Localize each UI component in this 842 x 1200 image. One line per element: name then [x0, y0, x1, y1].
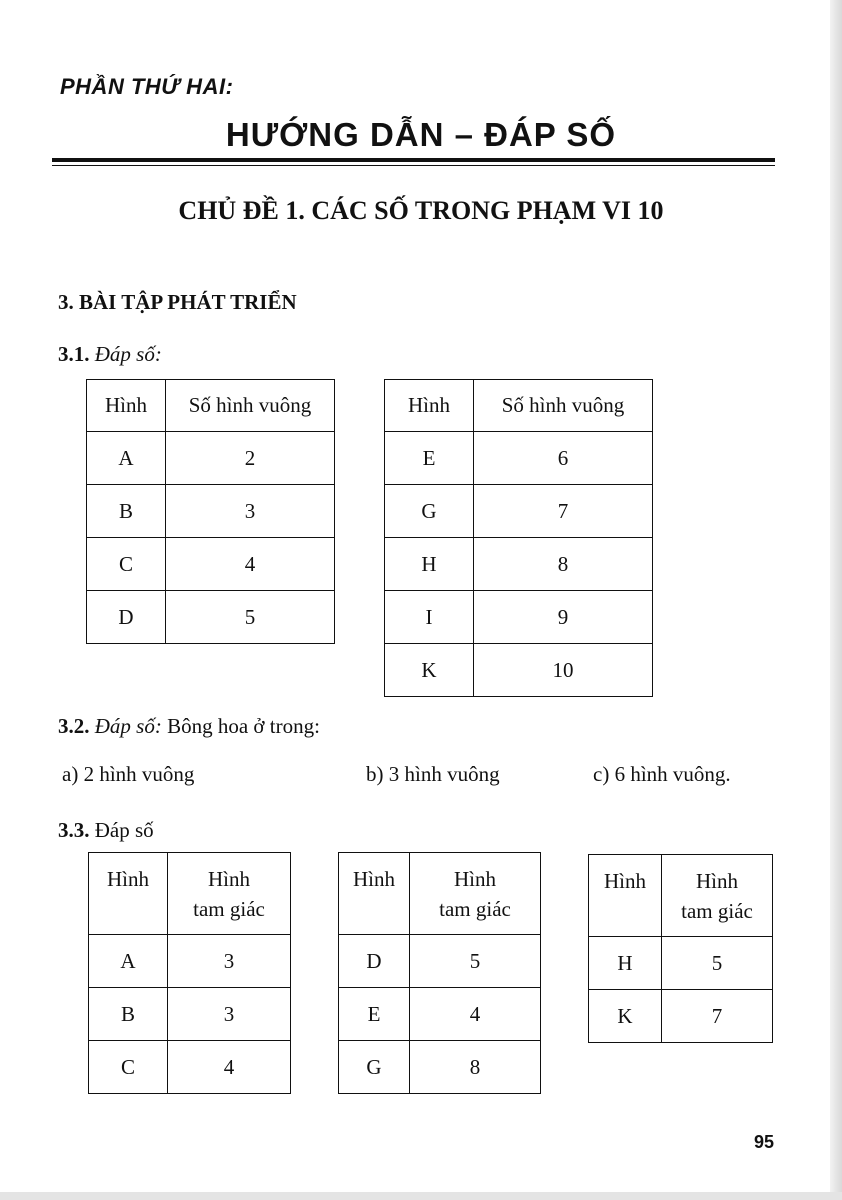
- question-3-2-label: [58, 714, 320, 739]
- header-line: Hình: [696, 868, 738, 893]
- table-row: [339, 988, 541, 1041]
- question-text: Bông hoa ở trong:: [167, 714, 320, 738]
- header-cell: Hình: [87, 380, 166, 432]
- table-row: [385, 644, 653, 697]
- table-row: [89, 1041, 291, 1094]
- value-cell: 8: [474, 538, 653, 591]
- figure-cell: H: [385, 538, 474, 591]
- table-row: [385, 538, 653, 591]
- figure-cell: D: [339, 935, 410, 988]
- value-cell: 3: [168, 988, 291, 1041]
- value-cell: 9: [474, 591, 653, 644]
- figure-cell: B: [87, 485, 166, 538]
- value-cell: 5: [662, 937, 773, 990]
- question-number: 3.3.: [58, 818, 90, 842]
- value-cell: 5: [166, 591, 335, 644]
- header-cell: Hình: [385, 380, 474, 432]
- header-line: Hình: [208, 866, 250, 891]
- part-label: PHẦN THỨ HAI:: [60, 74, 234, 99]
- table-3-1-right: [384, 379, 653, 697]
- header-cell: Số hình vuông: [474, 380, 653, 432]
- table-3-3-second: [338, 852, 541, 1094]
- table-header-row: [89, 853, 291, 935]
- section-title: 3. BÀI TẬP PHÁT TRIỂN: [58, 290, 297, 314]
- option-b: b) 3 hình vuông: [366, 762, 500, 786]
- header-cell: [662, 855, 773, 937]
- table-3-3-third: [588, 854, 773, 1043]
- table-row: [87, 485, 335, 538]
- figure-cell: E: [339, 988, 410, 1041]
- figure-cell: I: [385, 591, 474, 644]
- option-a: a) 2 hình vuông: [62, 762, 195, 786]
- header-cell: Hình: [339, 853, 410, 935]
- table-header-row: [385, 380, 653, 432]
- page-number: 95: [754, 1132, 775, 1152]
- header-line: Hình: [454, 866, 496, 891]
- figure-cell: A: [87, 432, 166, 485]
- figure-cell: D: [87, 591, 166, 644]
- header-cell: Hình: [89, 853, 168, 935]
- table-header-row: [87, 380, 335, 432]
- table-row: [89, 988, 291, 1041]
- question-number: 3.1.: [58, 342, 90, 366]
- table-row: [89, 935, 291, 988]
- table-row: [339, 935, 541, 988]
- header-line: tam giác: [681, 898, 753, 923]
- title-rule-thick: [52, 158, 775, 162]
- figure-cell: G: [385, 485, 474, 538]
- figure-cell: E: [385, 432, 474, 485]
- value-cell: 2: [166, 432, 335, 485]
- value-cell: 4: [168, 1041, 291, 1094]
- question-3-1-label: [58, 342, 162, 367]
- figure-cell: K: [385, 644, 474, 697]
- figure-cell: C: [87, 538, 166, 591]
- value-cell: 5: [410, 935, 541, 988]
- figure-cell: B: [89, 988, 168, 1041]
- topic-title: CHỦ ĐỀ 1. CÁC SỐ TRONG PHẠM VI 10: [178, 196, 664, 225]
- table-row: [385, 432, 653, 485]
- table-row: [87, 538, 335, 591]
- table-row: [87, 432, 335, 485]
- table-header-row: [339, 853, 541, 935]
- figure-cell: H: [589, 937, 662, 990]
- page-edge-shadow: [830, 0, 842, 1200]
- value-cell: 4: [166, 538, 335, 591]
- header-cell: [410, 853, 541, 935]
- answer-label: Đáp số:: [94, 342, 162, 366]
- figure-cell: K: [589, 990, 662, 1043]
- question-number: 3.2.: [58, 714, 90, 738]
- value-cell: 8: [410, 1041, 541, 1094]
- table-row: [385, 485, 653, 538]
- figure-cell: A: [89, 935, 168, 988]
- table-header-row: [589, 855, 773, 937]
- value-cell: 4: [410, 988, 541, 1041]
- header-line: tam giác: [193, 896, 265, 921]
- table-row: [589, 990, 773, 1043]
- value-cell: 7: [662, 990, 773, 1043]
- option-c: c) 6 hình vuông.: [593, 762, 731, 786]
- answer-label: Đáp số: [94, 818, 154, 842]
- title-rule-thin: [52, 165, 775, 166]
- page-bottom-edge: [0, 1192, 842, 1200]
- table-row: [339, 1041, 541, 1094]
- table-3-3-first: [88, 852, 291, 1094]
- value-cell: 7: [474, 485, 653, 538]
- table-row: [87, 591, 335, 644]
- header-cell: Hình: [589, 855, 662, 937]
- value-cell: 3: [168, 935, 291, 988]
- figure-cell: G: [339, 1041, 410, 1094]
- question-3-3-label: [58, 818, 154, 843]
- header-cell: Số hình vuông: [166, 380, 335, 432]
- table-3-1-left: [86, 379, 335, 644]
- value-cell: 6: [474, 432, 653, 485]
- table-row: [589, 937, 773, 990]
- value-cell: 10: [474, 644, 653, 697]
- header-cell: [168, 853, 291, 935]
- table-row: [385, 591, 653, 644]
- answer-label: Đáp số:: [94, 714, 162, 738]
- value-cell: 3: [166, 485, 335, 538]
- figure-cell: C: [89, 1041, 168, 1094]
- main-title: HƯỚNG DẪN – ĐÁP SỐ: [225, 116, 617, 153]
- header-line: tam giác: [439, 896, 511, 921]
